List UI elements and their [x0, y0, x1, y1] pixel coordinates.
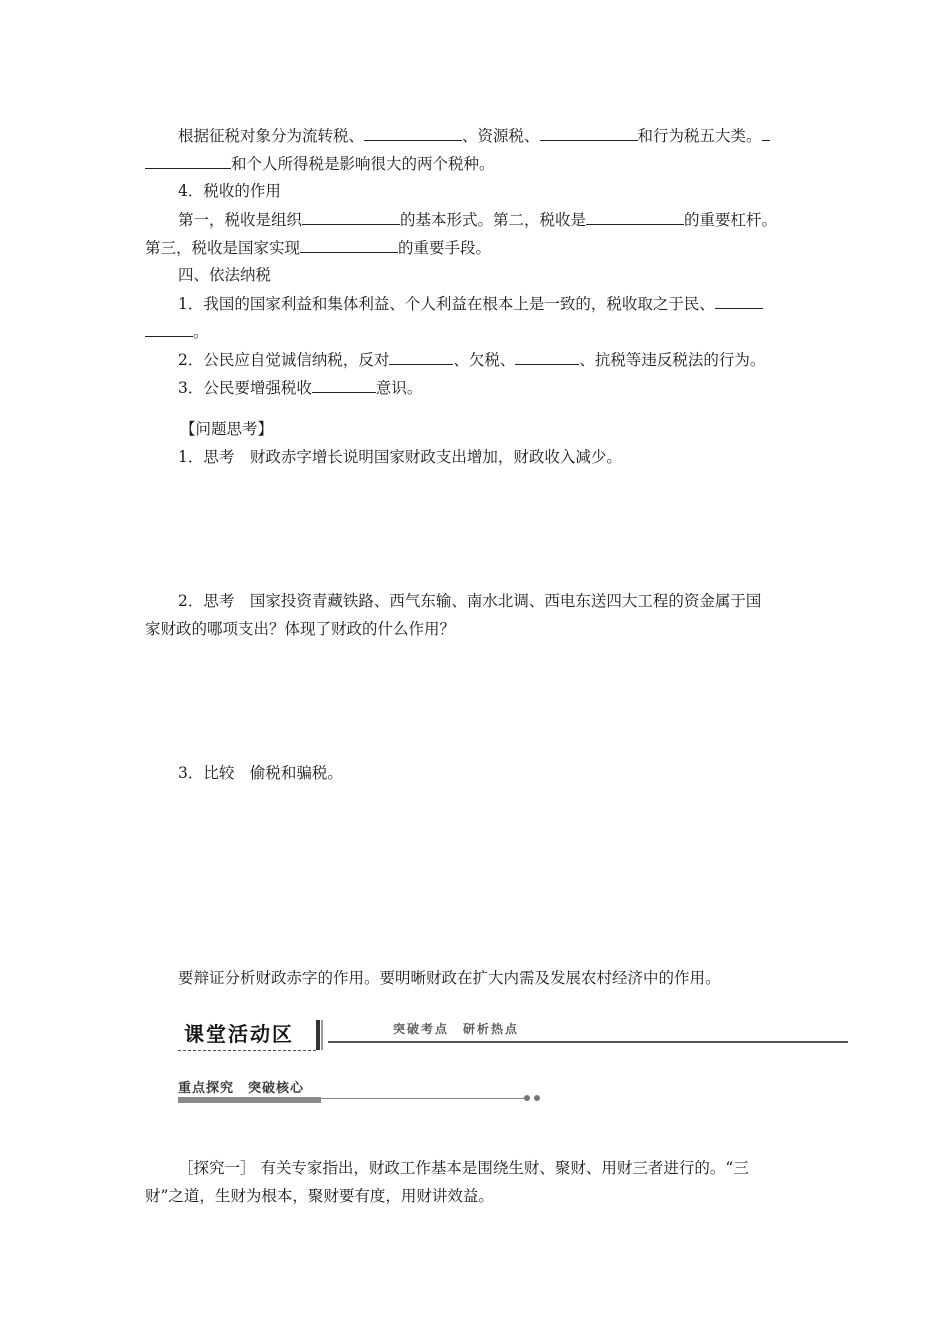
banner-subtitle: 突破考点 研析热点	[393, 1022, 520, 1036]
questions-heading: 【问题思考】	[180, 420, 274, 438]
banner-rule	[328, 1041, 848, 1043]
lawful-tax-item-3	[178, 376, 422, 399]
banner-bar-dark	[316, 1020, 320, 1050]
blank-tax-fraud[interactable]	[515, 348, 579, 365]
blank-turnover-tax[interactable]	[364, 124, 462, 141]
explore-1-line-2: 财”之道，生财为根本，聚财要有度，用财讲效益。	[145, 1187, 494, 1205]
lawful-tax-item-2	[178, 348, 765, 371]
sub-banner-dot-1	[524, 1095, 530, 1101]
major-taxes-line	[145, 152, 495, 175]
banner-title: 课堂活动区	[184, 1022, 294, 1046]
question-3: 3．比较 偷税和骗税。	[178, 764, 343, 782]
blank-major-tax[interactable]	[145, 152, 231, 169]
sub-banner-grey-bar	[178, 1097, 321, 1103]
tax-function-text-5: 的重要手段。	[398, 239, 492, 257]
sub-banner-title: 重点探究 突破核心	[178, 1081, 305, 1096]
lawful-tax-item-1	[178, 292, 763, 315]
blank-macro-control[interactable]	[586, 208, 684, 225]
major-taxes-text: 和个人所得税是影响很大的两个税种。	[231, 155, 495, 173]
study-tip: 要辩证分析财政赤字的作用。要明晰财政在扩大内需及发展农村经济中的作用。	[178, 969, 721, 987]
blank-state-function[interactable]	[300, 236, 398, 253]
blank-fiscal-revenue[interactable]	[302, 208, 400, 225]
lawful-tax-item-2-text-3: 、抗税等违反税法的行为。	[579, 351, 766, 369]
blank-used-for-people-1[interactable]	[715, 292, 763, 309]
explore-1-line-1: ［探究一］ 有关专家指出，财政工作基本是围绕生财、聚财、用财三者进行的。“三	[178, 1159, 749, 1177]
sub-banner-rule	[321, 1098, 526, 1099]
lawful-tax-item-2-text-1: 2．公民应自觉诚信纳税，反对	[178, 351, 390, 369]
tax-function-text-2: 的基本形式。第二，税收是	[400, 211, 587, 229]
lawful-tax-item-1-text: 1．我国的国家利益和集体利益、个人利益在根本上是一致的，税收取之于民、	[178, 295, 715, 313]
key-exploration-banner	[178, 1077, 548, 1107]
blank-supervision[interactable]	[312, 376, 376, 393]
tax-function-line-1	[178, 208, 777, 231]
lawful-tax-item-3-text-1: 3．公民要增强税收	[178, 379, 312, 397]
tax-category-text-3: 和行为税五大类。	[637, 127, 762, 145]
tax-function-text-4: 第三，税收是国家实现	[145, 239, 301, 257]
question-2-line-1: 2．思考 国家投资青藏铁路、西气东输、南水北调、西电东送四大工程的资金属于国	[178, 592, 762, 610]
lawful-tax-item-1-cont	[145, 320, 209, 343]
classroom-activity-banner	[178, 1016, 848, 1056]
tax-function-line-2	[145, 236, 491, 259]
banner-dashed-underline	[178, 1050, 316, 1051]
section-heading-lawful-tax: 四、依法纳税	[178, 266, 272, 284]
blank-major-tax-start[interactable]	[762, 124, 770, 141]
tax-function-text-3: 的重要杠杆。	[684, 211, 778, 229]
question-2-line-2: 家财政的哪项支出？体现了财政的什么作用？	[145, 620, 456, 638]
tax-category-line	[178, 124, 770, 147]
tax-function-heading: 4．税收的作用	[178, 182, 281, 200]
sub-banner-dot-2	[534, 1095, 540, 1101]
blank-used-for-people-2[interactable]	[145, 320, 193, 337]
blank-tax-evasion[interactable]	[389, 348, 453, 365]
tax-category-text-1: 根据征税对象分为流转税、	[178, 127, 365, 145]
tax-category-text-2: 、资源税、	[462, 127, 540, 145]
banner-bar-light	[321, 1020, 323, 1050]
tax-function-text-1: 第一，税收是组织	[178, 211, 303, 229]
blank-property-tax[interactable]	[540, 124, 638, 141]
question-1: 1．思考 财政赤字增长说明国家财政支出增加，财政收入减少。	[178, 448, 622, 466]
lawful-tax-item-1-end: 。	[193, 323, 209, 341]
lawful-tax-item-3-text-2: 意识。	[375, 379, 423, 397]
lawful-tax-item-2-text-2: 、欠税、	[453, 351, 516, 369]
